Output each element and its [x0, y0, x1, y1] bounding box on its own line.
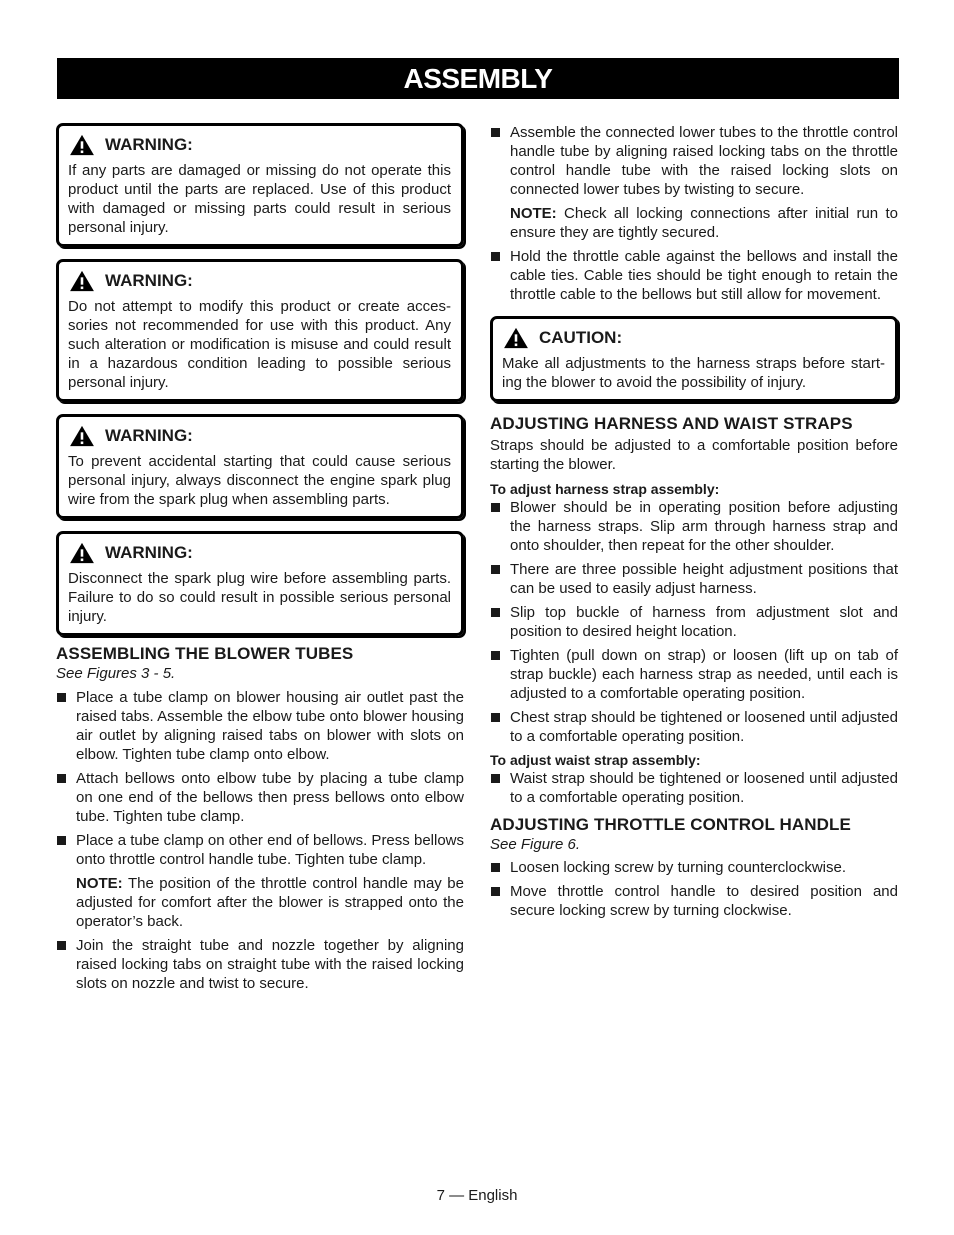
- warning-triangle-icon: [68, 134, 96, 156]
- page-footer: 7 — English: [436, 1187, 518, 1204]
- note: [56, 874, 464, 931]
- subheading: To adjust harness strap assembly:: [490, 481, 720, 497]
- bullet-list: [490, 769, 898, 807]
- bullet-list: [490, 123, 898, 199]
- list-item: Move throttle control handle to desired position and secure locking screw by turning clockwise.: [490, 882, 898, 920]
- bullet-list: [56, 688, 464, 869]
- note-label: NOTE:: [76, 875, 123, 892]
- list-item: Waist strap should be tightened or loosened until adjusted to a comfortable operating position.: [490, 769, 898, 807]
- warning-triangle-icon: [68, 542, 96, 564]
- warning-box: [56, 414, 464, 519]
- bullet-list: [490, 858, 898, 920]
- figure-reference: See Figure 6.: [490, 836, 581, 853]
- warning-box: [56, 123, 464, 247]
- right-column: [490, 123, 898, 925]
- caution-label: CAUTION:: [539, 328, 623, 347]
- list-item: Slip top buckle of harness from adjustment slot and position to desired height location.: [490, 603, 898, 641]
- warning-text: To prevent accidental starting that could cause serious personal injury, always disconnect the engine spark plug wire from the spark plug when assembling parts.: [68, 453, 451, 508]
- list-item: There are three possible height adjustment positions that can be used to easily adjust harness.: [490, 560, 898, 598]
- warning-label: WARNING:: [105, 135, 193, 154]
- figure-reference: See Figures 3 - 5.: [56, 665, 176, 682]
- bullet-list: [490, 498, 898, 746]
- caution-box: [490, 316, 898, 402]
- subheading: To adjust waist strap assembly:: [490, 752, 701, 768]
- list-item: Loosen locking screw by turning counterclockwise.: [490, 858, 898, 877]
- note-text: The position of the throttle control handle may be adjusted for comfort after the blower is strapped onto the operator’s back.: [76, 875, 464, 930]
- note-label: NOTE:: [510, 205, 557, 222]
- note-text: Check all locking connections after initial run to ensure they are tightly secured.: [510, 205, 898, 241]
- bullet-list: [56, 936, 464, 993]
- caution-text: Make all adjustments to the harness straps before start-ing the blower to avoid the possibility of injury.: [502, 355, 885, 391]
- section-heading: ADJUSTING THROTTLE CONTROL HANDLE: [490, 815, 851, 834]
- warning-label: WARNING:: [105, 426, 193, 445]
- warning-triangle-icon: [68, 425, 96, 447]
- list-item: Chest strap should be tightened or loosened until adjusted to a comfortable operating position.: [490, 708, 898, 746]
- warning-text: Disconnect the spark plug wire before assembling parts. Failure to do so could result in possible serious personal injury.: [68, 570, 451, 625]
- list-item: Hold the throttle cable against the bellows and install the cable ties. Cable ties should be tight enough to retain the throttle cable to the bellows but still allow for movement.: [490, 247, 898, 304]
- list-item: Place a tube clamp on other end of bellows. Press bellows onto throttle control handle tube. Tighten tube clamp.: [56, 831, 464, 869]
- page-title: ASSEMBLY: [57, 58, 899, 99]
- note: [490, 204, 898, 242]
- intro-text: Straps should be adjusted to a comfortable position before starting the blower.: [490, 437, 898, 473]
- list-item: Assemble the connected lower tubes to the throttle control handle tube by aligning raised locking tabs on the throttle control handle tube with the raised locking slots on connected lower tubes by twisting to secure.: [490, 123, 898, 199]
- warning-triangle-icon: [68, 270, 96, 292]
- section-heading: ASSEMBLING THE BLOWER TUBES: [56, 644, 354, 663]
- warning-box: [56, 531, 464, 636]
- bullet-list: [490, 247, 898, 304]
- warning-label: WARNING:: [105, 543, 193, 562]
- list-item: Join the straight tube and nozzle together by aligning raised locking tabs on straight tube with the raised locking slots on nozzle and twist to secure.: [56, 936, 464, 993]
- caution-triangle-icon: [502, 327, 530, 349]
- list-item: Tighten (pull down on strap) or loosen (lift up on tab of strap buckle) each harness strap as needed, until each is adjusted to a comfortable operating position.: [490, 646, 898, 703]
- left-column: [56, 123, 464, 998]
- section-heading: ADJUSTING HARNESS AND WAIST STRAPS: [490, 414, 853, 433]
- warning-label: WARNING:: [105, 271, 193, 290]
- list-item: Blower should be in operating position before adjusting the harness straps. Slip arm through harness strap and onto shoulder, then repeat for the other shoulder.: [490, 498, 898, 555]
- list-item: Place a tube clamp on blower housing air outlet past the raised tabs. Assemble the elbow tube onto blower housing air outlet by aligning raised tabs on blower with slots on elbow. Tighten tube clamp onto elbow.: [56, 688, 464, 764]
- list-item: Attach bellows onto elbow tube by placing a tube clamp on one end of the bellows then press bellows onto elbow tube. Tighten tube clamp.: [56, 769, 464, 826]
- warning-text: If any parts are damaged or missing do not operate this product until the parts are replaced. Use of this product with damaged or missing parts could result in serious personal injury.: [68, 162, 451, 236]
- warning-text: Do not attempt to modify this product or create acces-sories not recommended for use with this product. Any such alteration or modification is misuse and could result in a hazardous condition leading to possible serious personal injury.: [68, 298, 451, 391]
- warning-box: [56, 259, 464, 402]
